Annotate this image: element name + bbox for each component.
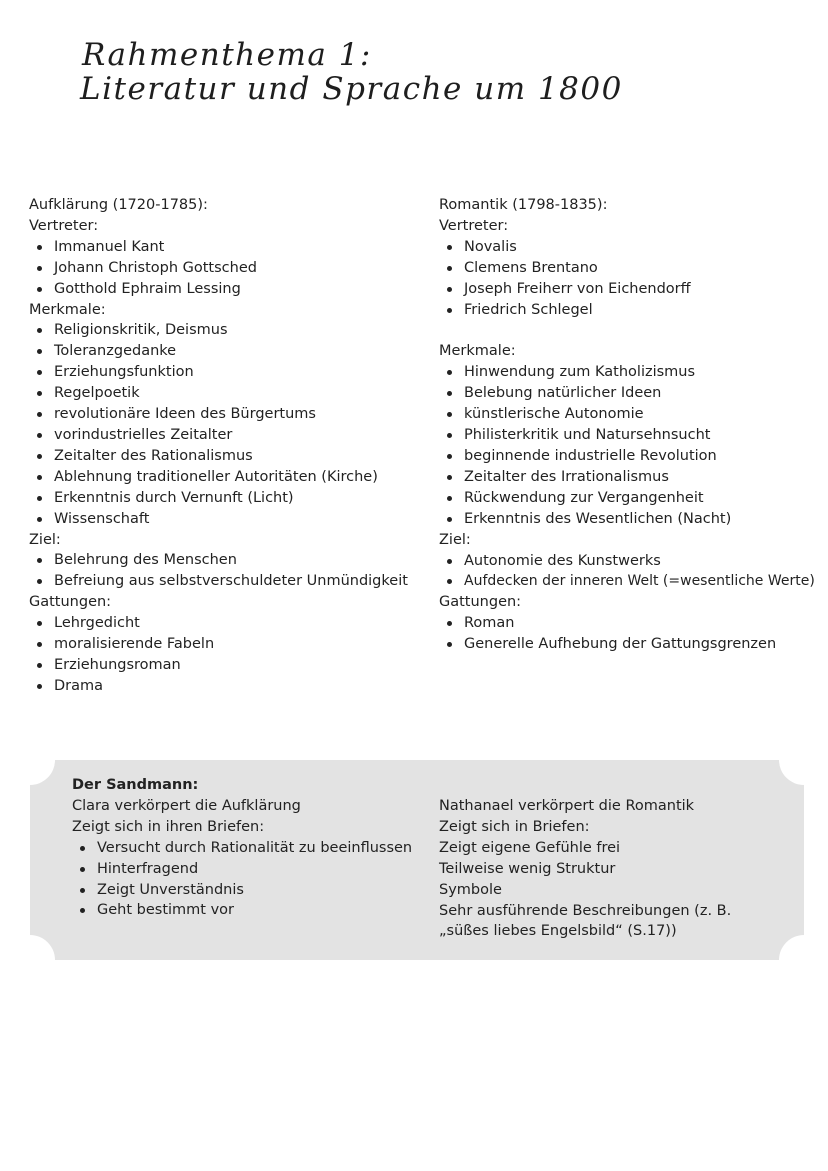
list-item: moralisierende Fabeln <box>29 634 408 655</box>
panel-corner-notch <box>5 935 55 985</box>
sandmann-nathanael-column <box>439 796 731 942</box>
list-item: Joseph Freiherr von Eichendorff <box>439 279 815 300</box>
romantik-heading: Romantik (1798-1835): <box>439 197 608 213</box>
sandmann-clara-column <box>72 775 412 921</box>
romantik-column <box>439 195 815 655</box>
list-item: Befreiung aus selbstverschuldeter Unmündigkeit <box>29 571 408 592</box>
list-item: beginnende industrielle Revolution <box>439 446 815 467</box>
list-item: Erkenntnis des Wesentlichen (Nacht) <box>439 509 815 530</box>
list-item: Aufdecken der inneren Welt (=wesentliche Werte) <box>439 571 815 592</box>
romantik-merkmale-list <box>439 362 815 529</box>
list-item: Roman <box>439 613 815 634</box>
title-line-2: Literatur und Sprache um 1800 <box>80 71 623 107</box>
list-item: Immanuel Kant <box>29 237 408 258</box>
list-item: Erkenntnis durch Vernunft (Licht) <box>29 488 408 509</box>
aufklaerung-vertreter-label: Vertreter: <box>29 217 99 234</box>
list-item: künstlerische Autonomie <box>439 404 815 425</box>
aufklaerung-gattungen-label: Gattungen: <box>29 594 112 611</box>
romantik-gattungen-label: Gattungen: <box>439 594 522 611</box>
aufklaerung-merkmale-list <box>29 320 408 529</box>
list-item: Hinwendung zum Katholizismus <box>439 362 815 383</box>
list-item: Novalis <box>439 237 815 258</box>
romantik-vertreter-list <box>439 237 815 321</box>
list-item: Zeitalter des Rationalismus <box>29 446 408 467</box>
list-item: Versucht durch Rationalität zu beeinflussen <box>72 838 412 859</box>
list-item: Philisterkritik und Natursehnsucht <box>439 425 815 446</box>
list-item: Ablehnung traditioneller Autoritäten (Kirche) <box>29 467 408 488</box>
list-item: Toleranzgedanke <box>29 341 408 362</box>
list-item: Wissenschaft <box>29 509 408 530</box>
spacer <box>439 320 815 341</box>
romantik-ziel-list <box>439 551 815 593</box>
panel-corner-notch <box>779 935 828 985</box>
list-item: Friedrich Schlegel <box>439 300 815 321</box>
aufklaerung-merkmale-label: Merkmale: <box>29 301 106 318</box>
romantik-gattungen-list <box>439 613 815 655</box>
title-line-1: Rahmenthema 1: <box>82 37 372 73</box>
nathanael-line: Zeigt sich in Briefen: <box>439 818 590 835</box>
panel-corner-notch <box>5 735 55 785</box>
list-item: Rückwendung zur Vergangenheit <box>439 488 815 509</box>
list-item: Erziehungsroman <box>29 655 408 676</box>
list-item: Johann Christoph Gottsched <box>29 258 408 279</box>
list-item: Generelle Aufhebung der Gattungsgrenzen <box>439 634 815 655</box>
list-item: Zeitalter des Irrationalismus <box>439 467 815 488</box>
sandmann-title: Der Sandmann: <box>72 777 199 793</box>
aufklaerung-gattungen-list <box>29 613 408 697</box>
aufklaerung-vertreter-list <box>29 237 408 300</box>
aufklaerung-heading: Aufklärung (1720-1785): <box>29 197 208 213</box>
list-item: Zeigt Unverständnis <box>72 880 412 901</box>
romantik-ziel-label: Ziel: <box>439 531 471 548</box>
list-item: Drama <box>29 676 408 697</box>
list-item: Belebung natürlicher Ideen <box>439 383 815 404</box>
romantik-merkmale-label: Merkmale: <box>439 343 516 360</box>
nathanael-line: Teilweise wenig Struktur <box>439 860 616 877</box>
nathanael-line: Nathanael verkörpert die Romantik <box>439 798 695 814</box>
list-item: Regelpoetik <box>29 383 408 404</box>
clara-letters-list <box>72 838 412 922</box>
clara-line-2: Zeigt sich in ihren Briefen: <box>72 818 265 835</box>
list-item: Erziehungsfunktion <box>29 362 408 383</box>
aufklaerung-ziel-list <box>29 550 408 592</box>
panel-corner-notch <box>779 735 828 785</box>
list-item: Autonomie des Kunstwerks <box>439 551 815 572</box>
list-item: Geht bestimmt vor <box>72 900 412 921</box>
list-item: revolutionäre Ideen des Bürgertums <box>29 404 408 425</box>
nathanael-line: „süßes liebes Engelsbild“ (S.17)) <box>439 923 677 940</box>
list-item: Hinterfragend <box>72 859 412 880</box>
list-item: Belehrung des Menschen <box>29 550 408 571</box>
page-title <box>82 38 623 106</box>
list-item: Gotthold Ephraim Lessing <box>29 279 408 300</box>
list-item: Religionskritik, Deismus <box>29 320 408 341</box>
aufklaerung-ziel-label: Ziel: <box>29 531 61 548</box>
aufklaerung-column <box>29 195 408 697</box>
romantik-vertreter-label: Vertreter: <box>439 217 509 234</box>
clara-line-1: Clara verkörpert die Aufklärung <box>72 797 301 814</box>
list-item: Clemens Brentano <box>439 258 815 279</box>
nathanael-line: Symbole <box>439 881 502 898</box>
nathanael-line: Zeigt eigene Gefühle frei <box>439 839 621 856</box>
nathanael-line: Sehr ausführende Beschreibungen (z. B. <box>439 902 732 919</box>
list-item: Lehrgedicht <box>29 613 408 634</box>
list-item: vorindustrielles Zeitalter <box>29 425 408 446</box>
